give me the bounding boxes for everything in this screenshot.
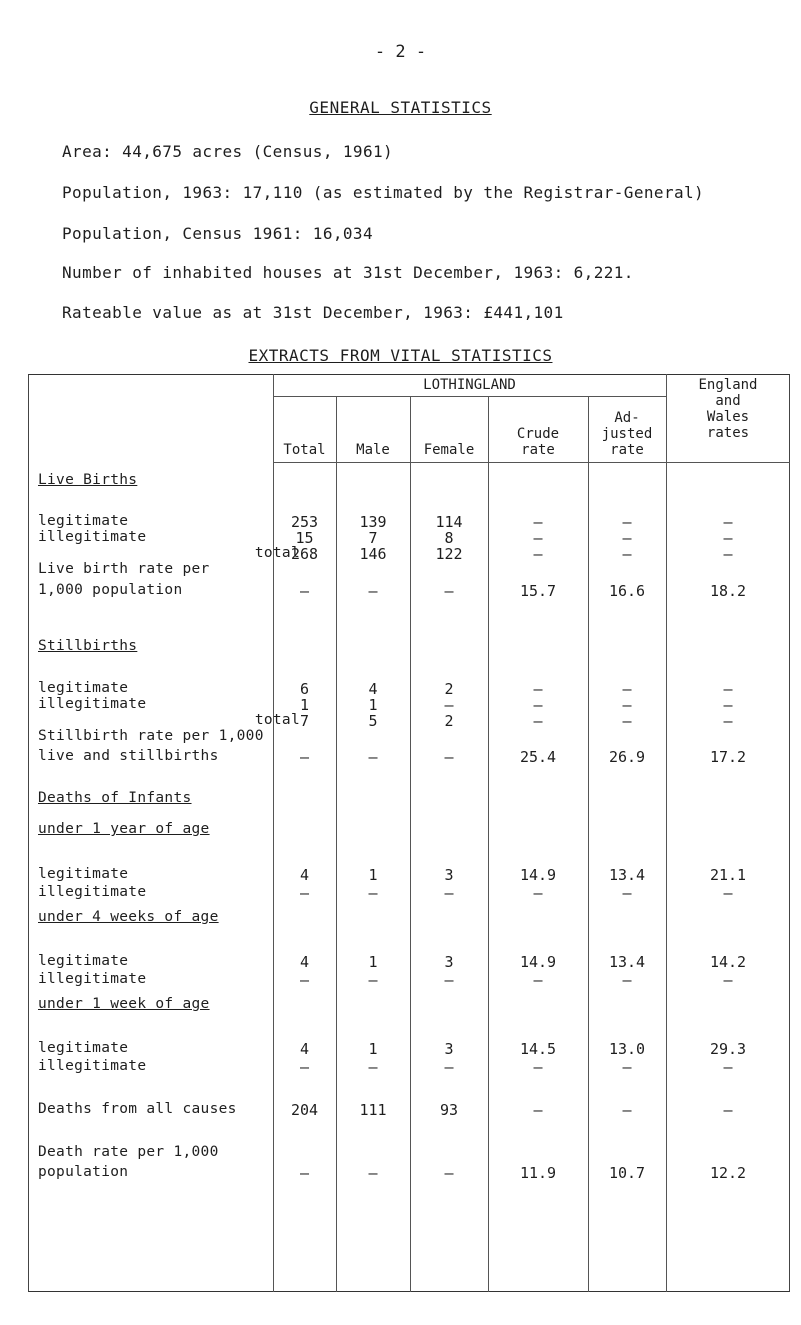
table-cell: –: [299, 971, 310, 989]
table-cell: 4: [368, 680, 378, 698]
row-label: illegitimate: [38, 1058, 147, 1074]
table-cell: 26.9: [608, 748, 646, 766]
table-cell: 10.7: [608, 1164, 646, 1182]
stat-label: Area:: [62, 142, 113, 161]
table-cell: –: [622, 1101, 632, 1119]
row-label: total: [254, 712, 300, 728]
table-cell: 25.4: [519, 748, 557, 766]
table-cell: –: [368, 1058, 378, 1076]
row-label: illegitimate: [38, 884, 147, 900]
table-cell: –: [622, 712, 632, 730]
table-cell: –: [622, 696, 632, 714]
table-cell: –: [533, 1101, 543, 1119]
stat-rateable-value: [62, 303, 564, 322]
table-cell: –: [444, 748, 454, 766]
row-label: illegitimate: [38, 696, 147, 712]
section-under-4-weeks: under 4 weeks of age: [38, 909, 219, 925]
header-total: Total: [283, 442, 326, 458]
table-cell: 5: [368, 712, 378, 730]
table-cell: 12.2: [709, 1164, 747, 1182]
table-cell: –: [368, 1164, 378, 1182]
table-cell: –: [723, 1101, 733, 1119]
table-cell: 14.9: [519, 866, 557, 884]
table-cell: 122: [435, 545, 463, 563]
table-cell: –: [299, 884, 310, 902]
table-cell: –: [444, 884, 454, 902]
table-cell: –: [368, 748, 378, 766]
row-label: illegitimate: [38, 971, 147, 987]
table-cell: 1: [368, 866, 378, 884]
table-cell: –: [533, 680, 543, 698]
stat-value: 16,034: [312, 224, 373, 243]
table-cell: –: [533, 696, 543, 714]
row-label: legitimate: [38, 680, 129, 696]
table-cell: 14.2: [709, 953, 747, 971]
table-cell: –: [533, 513, 543, 531]
table-cell: 13.0: [608, 1040, 646, 1058]
row-label: 1,000 population: [38, 582, 183, 598]
stat-label: Population, 1963:: [62, 183, 233, 202]
table-cell: –: [533, 971, 543, 989]
stat-inhabited-houses: [62, 263, 634, 282]
section-live-births: Live Births: [38, 472, 138, 488]
table-cell: 4: [299, 1040, 310, 1058]
table-cell: –: [723, 513, 733, 531]
table-cell: –: [444, 1058, 454, 1076]
page-number: - 2 -: [374, 42, 427, 62]
table-cell: 15.7: [519, 582, 557, 600]
row-label: illegitimate: [38, 529, 147, 545]
section-under-1-year: under 1 year of age: [38, 821, 210, 837]
row-label: legitimate: [38, 866, 129, 882]
stat-value: £441,101: [483, 303, 564, 322]
table-cell: –: [533, 545, 543, 563]
header-line: rate: [521, 442, 555, 458]
table-cell: 6: [299, 680, 310, 698]
table-cell: 1: [368, 696, 378, 714]
table-cell: 4: [299, 866, 310, 884]
header-rule: [273, 462, 790, 463]
row-label: Deaths from all causes: [38, 1101, 237, 1117]
stat-value: 6,221.: [573, 263, 634, 282]
stat-label: Number of inhabited houses at 31st December, 1963:: [62, 263, 564, 282]
table-cell: 13.4: [608, 953, 646, 971]
table-cell: –: [622, 884, 632, 902]
header-line: and: [715, 393, 741, 409]
row-label: Death rate per 1,000: [38, 1144, 219, 1160]
table-cell: –: [444, 582, 454, 600]
table-cell: 146: [359, 545, 387, 563]
header-line: rate: [610, 442, 644, 458]
table-cell: 2: [444, 680, 454, 698]
header-line: Ad-: [614, 410, 640, 426]
table-cell: 4: [299, 953, 310, 971]
table-cell: –: [533, 529, 543, 547]
section-under-1-week: under 1 week of age: [38, 996, 210, 1012]
page-title: GENERAL STATISTICS: [309, 98, 492, 117]
table-cell: 21.1: [709, 866, 747, 884]
row-label: legitimate: [38, 953, 129, 969]
table-cell: 29.3: [709, 1040, 747, 1058]
section-deaths-of-infants: Deaths of Infants: [38, 790, 192, 806]
table-cell: 111: [359, 1101, 387, 1119]
table-cell: –: [299, 1058, 310, 1076]
header-england-wales: [666, 377, 790, 441]
table-cell: –: [444, 971, 454, 989]
table-cell: 204: [290, 1101, 319, 1119]
table-cell: –: [444, 1164, 454, 1182]
header-adjusted-rate: [588, 410, 666, 458]
row-label: total: [254, 545, 300, 561]
table-cell: 2: [444, 712, 454, 730]
col-divider: [273, 374, 274, 1292]
table-cell: –: [299, 748, 310, 766]
row-label: Stillbirth rate per 1,000: [38, 728, 264, 744]
group-header-lothingland: LOTHINGLAND: [423, 377, 516, 393]
stat-population-census: [62, 224, 373, 243]
table-cell: –: [533, 1058, 543, 1076]
table-cell: –: [723, 680, 733, 698]
stat-population-1963: [62, 183, 704, 202]
table-cell: –: [299, 1164, 310, 1182]
table-cell: 1: [299, 696, 310, 714]
table-cell: –: [723, 884, 733, 902]
table-cell: 3: [444, 866, 454, 884]
table-cell: –: [444, 696, 454, 714]
table-cell: –: [299, 582, 310, 600]
table-cell: –: [368, 582, 378, 600]
table-cell: –: [368, 971, 378, 989]
table-cell: 13.4: [608, 866, 646, 884]
stat-value: 17,110 (as estimated by the Registrar-General): [242, 183, 705, 202]
table-cell: 15: [295, 529, 314, 547]
table-cell: 139: [359, 513, 387, 531]
table-cell: –: [622, 1058, 632, 1076]
table-cell: 11.9: [519, 1164, 557, 1182]
row-label: Live birth rate per: [38, 561, 210, 577]
table-cell: 7: [368, 529, 378, 547]
table-cell: –: [533, 884, 543, 902]
table-cell: 7: [299, 712, 310, 730]
stat-value: 44,675 acres (Census, 1961): [122, 142, 394, 161]
header-line: England: [698, 377, 758, 393]
table-cell: –: [723, 545, 733, 563]
row-label: live and stillbirths: [38, 748, 219, 764]
stat-label: Population, Census 1961:: [62, 224, 303, 243]
vital-statistics-table: [28, 374, 790, 1292]
header-line: rates: [706, 425, 750, 441]
table-cell: 16.6: [608, 582, 646, 600]
row-label: legitimate: [38, 1040, 129, 1056]
header-male: Male: [356, 442, 390, 458]
table-cell: –: [622, 545, 632, 563]
table-cell: –: [723, 712, 733, 730]
table-cell: –: [723, 529, 733, 547]
table-cell: –: [622, 971, 632, 989]
table-cell: 114: [435, 513, 463, 531]
table-cell: –: [723, 971, 733, 989]
stat-area: [62, 142, 393, 161]
header-rule: [273, 396, 666, 397]
table-cell: 8: [444, 529, 454, 547]
header-female: Female: [423, 442, 475, 458]
table-cell: 3: [444, 1040, 454, 1058]
table-cell: –: [622, 680, 632, 698]
table-cell: –: [622, 529, 632, 547]
table-cell: 17.2: [709, 748, 747, 766]
row-label: population: [38, 1164, 129, 1180]
table-cell: –: [723, 696, 733, 714]
stat-label: Rateable value as at 31st December, 1963:: [62, 303, 474, 322]
table-cell: 1: [368, 953, 378, 971]
table-cell: 1: [368, 1040, 378, 1058]
section-stillbirths: Stillbirths: [38, 638, 138, 654]
header-line: Wales: [706, 409, 750, 425]
table-cell: –: [723, 1058, 733, 1076]
vital-statistics-title: EXTRACTS FROM VITAL STATISTICS: [248, 346, 553, 365]
row-label: legitimate: [38, 513, 129, 529]
header-crude-rate: [488, 426, 588, 458]
header-line: Crude: [516, 426, 560, 442]
header-line: justed: [601, 426, 653, 442]
table-cell: –: [533, 712, 543, 730]
table-cell: 18.2: [709, 582, 747, 600]
table-cell: 93: [439, 1101, 459, 1119]
table-cell: 14.5: [519, 1040, 557, 1058]
table-cell: 253: [290, 513, 319, 531]
table-cell: –: [622, 513, 632, 531]
table-cell: 14.9: [519, 953, 557, 971]
table-cell: 3: [444, 953, 454, 971]
table-cell: 268: [290, 545, 319, 563]
col-divider: [666, 374, 667, 1292]
table-cell: –: [368, 884, 378, 902]
